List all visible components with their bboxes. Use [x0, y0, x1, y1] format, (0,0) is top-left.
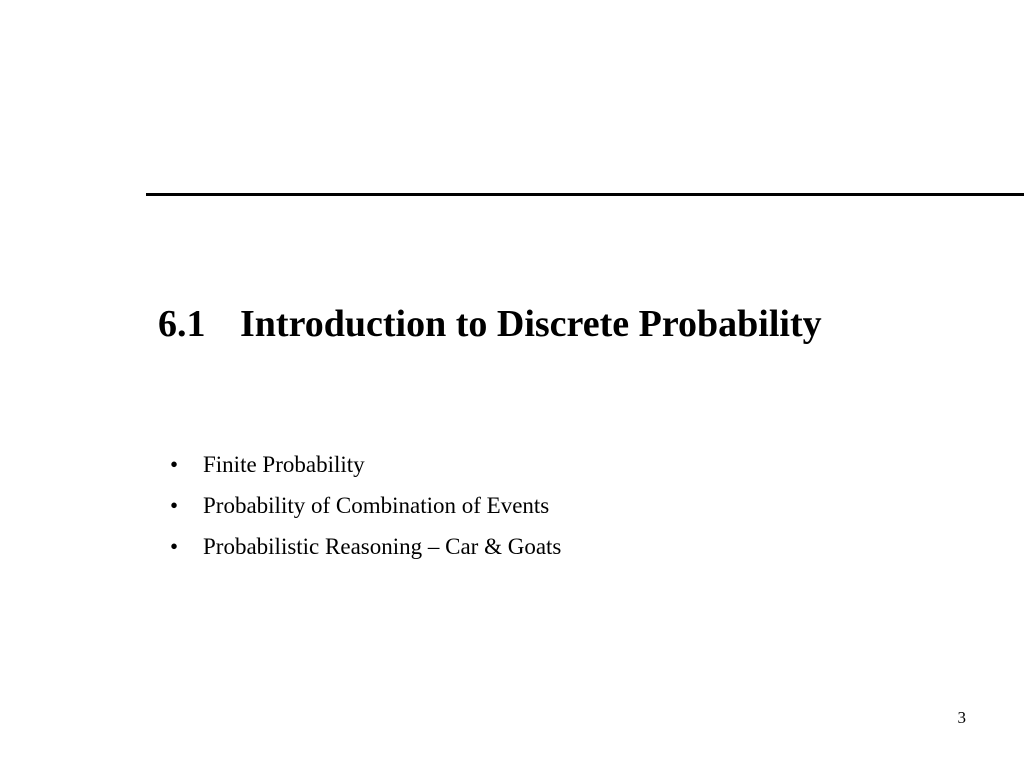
slide-title: [158, 300, 822, 348]
list-item: [170, 485, 561, 526]
bullet-list: [170, 444, 561, 567]
list-item: [170, 444, 561, 485]
bullet-text: Finite Probability: [203, 452, 365, 477]
header-rule: [146, 193, 1024, 196]
list-item: [170, 526, 561, 567]
bullet-marker: •: [170, 452, 179, 477]
bullet-marker: •: [170, 493, 179, 518]
section-number: 6.1: [158, 303, 206, 345]
page-number: 3: [957, 708, 966, 727]
title-text: Introduction to Discrete Probability: [240, 303, 822, 345]
bullet-marker: •: [170, 534, 179, 559]
bullet-text: Probabilistic Reasoning – Car & Goats: [203, 534, 562, 559]
bullet-text: Probability of Combination of Events: [203, 493, 550, 518]
